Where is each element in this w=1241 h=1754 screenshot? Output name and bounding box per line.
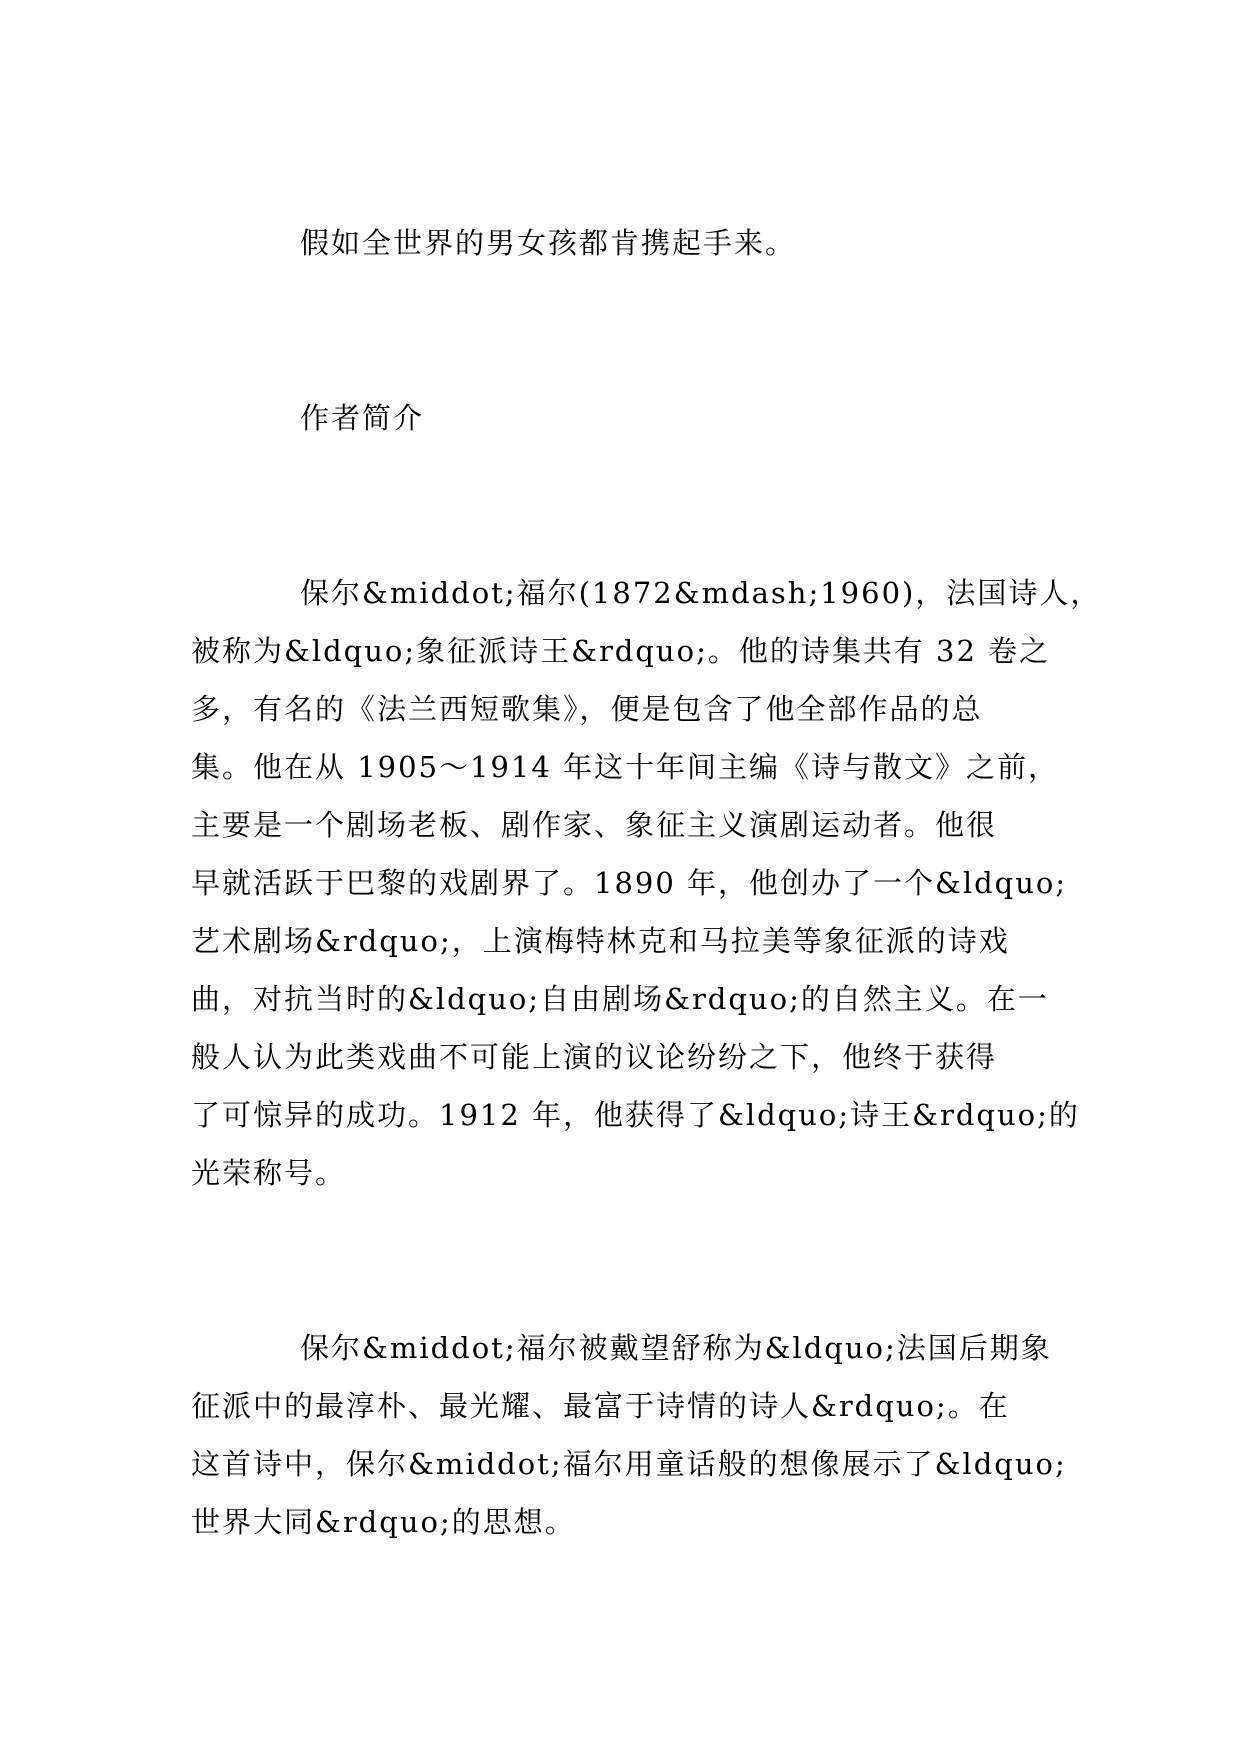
section-heading: 作者简介	[300, 401, 425, 435]
paragraph-line: 艺术剧场&rdquo;，上演梅特林克和马拉美等象征派的诗戏	[191, 924, 1010, 958]
opening-line: 假如全世界的男女孩都肯携起手来。	[300, 226, 797, 260]
paragraph-line: 曲，对抗当时的&ldquo;自由剧场&rdquo;的自然主义。在一	[191, 982, 1049, 1016]
paragraph-line: 世界大同&rdquo;的思想。	[191, 1505, 576, 1539]
paragraph-line: 了可惊异的成功。1912 年，他获得了&ldquo;诗王&rdquo;的	[191, 1098, 1080, 1132]
paragraph-line: 征派中的最淳朴、最光耀、最富于诗情的诗人&rdquo;。在	[191, 1389, 1010, 1423]
paragraph-line: 光荣称号。	[191, 1156, 347, 1190]
paragraph-line: 早就活跃于巴黎的戏剧界了。1890 年，他创办了一个&ldquo;	[191, 866, 1068, 900]
paragraph-line: 集。他在从 1905～1914 年这十年间主编《诗与散文》之前，	[191, 750, 1060, 784]
paragraph-line: 保尔&middot;福尔(1872&mdash;1960)，法国诗人，	[300, 576, 1102, 610]
paragraph-line: 主要是一个剧场老板、剧作家、象征主义演剧运动者。他很	[191, 808, 998, 842]
paragraph-line: 般人认为此类戏曲不可能上演的议论纷纷之下，他终于获得	[191, 1040, 998, 1074]
paragraph-line: 保尔&middot;福尔被戴望舒称为&ldquo;法国后期象	[300, 1331, 1052, 1365]
paragraph-line: 多，有名的《法兰西短歌集》，便是包含了他全部作品的总	[191, 692, 983, 726]
paragraph-line: 这首诗中，保尔&middot;福尔用童话般的想像展示了&ldquo;	[191, 1447, 1067, 1481]
paragraph-line: 被称为&ldquo;象征派诗王&rdquo;。他的诗集共有 32 卷之	[191, 634, 1051, 668]
